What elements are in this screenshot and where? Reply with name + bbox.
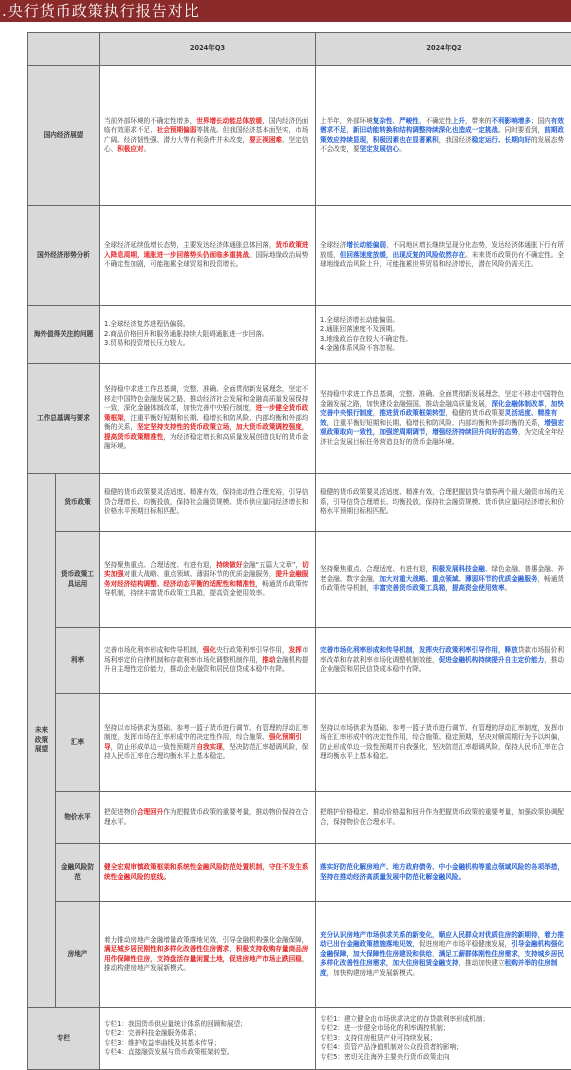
row-label: 工作总基调与要求 — [28, 364, 100, 474]
body-text: ，带来的 — [465, 117, 491, 125]
highlight-text: 健全宏观审慎政策框架和系统性金融风险防范处置机制，守住不发生系统性金融风险的底线。 — [104, 863, 308, 881]
highlight-text: 不利影响增多 — [491, 117, 531, 125]
body-text: ，坚决防范汇率超调风险，保持人民币汇率在合理均衡水平上基本稳定。 — [104, 743, 308, 761]
q2-cell — [316, 792, 571, 844]
highlight-text: 但回落速度放缓，出现反复的风险依然存在 — [340, 251, 465, 259]
row-foreign-analysis — [28, 206, 571, 306]
body-text: ，推动企业融资和居民信贷成本稳中有降。 — [320, 656, 564, 674]
body-text: ，推动构建房地产发展新模式。 — [104, 955, 308, 973]
highlight-text: 加大对重大战略、重点领域、薄弱环节的优质金融服务 — [379, 575, 537, 583]
row-label: 国外经济形势分析 — [28, 206, 100, 306]
body-text: 市场利率定价自律机制和存款利率市场化调整机制作用， — [104, 646, 308, 664]
q2-cell — [316, 364, 571, 474]
body-text: 。 — [399, 145, 406, 153]
body-text: ，为经济稳定增长和高质量发展创造良好的货币金融环境。 — [104, 433, 308, 451]
body-text: 、绿色金融、普惠金融、养老金融、数字金融， — [320, 565, 564, 583]
body-text: 稳健的货币政策要灵活适度、精准有效，保持流动性合理充裕，引导信贷合理增长、均衡投放，保持社会融资规模、货币供应量同经济增长和价格水平预期目标相匹配。 — [104, 488, 308, 515]
list-item: 专栏2：进一步健全市场化的利率调控机制； — [320, 1024, 568, 1034]
highlight-text: 稳定运行、长期向好 — [472, 136, 531, 144]
row-label: 物价水平 — [56, 792, 100, 844]
q3-cell — [100, 206, 316, 306]
q3-cell — [100, 902, 316, 1008]
col-header-q3: 2024年Q3 — [100, 33, 316, 66]
highlight-text: 社会预期偏弱 — [157, 126, 197, 134]
body-text: 把促进物价 — [104, 808, 137, 816]
body-text: 等挑战。但我国经济基本面坚实，市场广阔、经济韧性强、潜力大等有利条件并未改变， — [104, 126, 308, 144]
body-text: 坚持以市场供求为基础、参考一篮子货币进行调节、有管理的浮动汇率制度，发挥市场在汇率形成中的决定性作用，综合施策、 — [104, 724, 308, 742]
body-text: 的发展态势不会改变，要 — [320, 136, 564, 154]
list-item: 专栏1：建立健全由市场供求决定的存贷款利率形成机制； — [320, 1015, 568, 1025]
q3-cell — [100, 532, 316, 628]
list-item: 4.金融体系风险不容忽视。 — [320, 344, 568, 354]
body-text: 完善市场化利率形成和传导机制， — [104, 646, 203, 654]
row-work-tone — [28, 364, 571, 474]
body-text: ， — [544, 400, 551, 408]
row-interest-rate — [28, 628, 571, 694]
row-monetary-policy — [28, 474, 571, 532]
body-text: 坚持聚焦重点、合理适度、有进有退， — [104, 561, 216, 569]
highlight-text: 引导金融机构强化金融保障，加大保障性住房建设和供给 — [320, 940, 564, 958]
highlight-text: 充分认识房地产市场供求关系的新变化，顺应人民群众对优质住房的新期待，着力推动已出台金融政策措施落地见效 — [320, 931, 564, 949]
highlight-text: 世界增长动能总体放缓 — [196, 117, 262, 125]
highlight-text: 推动 — [262, 656, 275, 664]
highlight-text: 提升金融服务对经济结构调整、经济动态平衡的适配性和精准性 — [104, 570, 308, 588]
row-label: 利率 — [56, 628, 100, 694]
body-text: ，畅通货币政策传导机制， — [320, 575, 564, 593]
highlight-text: 强化 — [203, 646, 216, 654]
body-text: ，我国经济 — [439, 136, 472, 144]
highlight-text: 严峻性 — [399, 117, 419, 125]
body-text: 坚持聚焦重点、合理适度、有进有退， — [320, 565, 432, 573]
highlight-text: 复杂性 — [373, 117, 393, 125]
body-text: 。未来货币政策仍有不确定性。全球地缘政治风险上升，可能拖累世界贸易和经济增长，潜在风险仍需关注。 — [320, 251, 564, 269]
body-text: ，注重平衡好短期和长期、稳增长和防风险、内部均衡和外部均衡的关系， — [104, 414, 308, 432]
q3-cell — [100, 628, 316, 694]
highlight-text: 推进货币政策框架转型 — [379, 409, 445, 417]
highlight-text: 租购并举的住房制度 — [320, 959, 557, 977]
row-price-level — [28, 792, 571, 844]
group-label-future-outlook: 未来政策展望 — [28, 474, 56, 1008]
body-text: ，稳健的货币政策要 — [445, 409, 504, 417]
q2-cell — [316, 306, 571, 364]
row-policy-tools — [28, 532, 571, 628]
highlight-text: 强化预期引导 — [104, 733, 302, 751]
row-overseas-issues — [28, 306, 571, 364]
body-text: ，畅通货币政策传导机制，持续丰富货币政策工具箱，提高资金使用效率。 — [104, 580, 308, 598]
highlight-text: 满足城乡居民刚性和多样化改善性住房需求 — [104, 945, 229, 953]
row-label: 海外值得关注的问题 — [28, 306, 100, 364]
body-text: 上半年，外部环境 — [320, 117, 373, 125]
body-text: 金融机构提升自主理性定价能力，推动企业融资和居民信贷成本稳中有降。 — [104, 656, 308, 674]
list-item: 1.全球经济复苏进程仍偏弱。 — [104, 320, 311, 330]
highlight-text: 要正视困难 — [249, 136, 282, 144]
list-item: 专栏4：直接融资发展与货币政策框架转型。 — [104, 1048, 311, 1058]
highlight-text: 持续做好 — [216, 561, 242, 569]
row-label: 国内经济展望 — [28, 66, 100, 206]
body-text: 。国际地缘政治局势不确定性加剧，可能拖累全球贸易和投资增长。 — [104, 251, 308, 269]
row-columns — [28, 1008, 571, 1070]
body-text: 稳健的货币政策要灵活适度、精准有效，合理把握信贷与债券两个最大融资市场的关系，引导信贷合理增长、均衡投放，保持社会融资规模、货币供应量同经济增长和价格水平预期目标相匹配。 — [320, 488, 564, 515]
q2-cell — [316, 844, 571, 902]
body-text: ，推动加快建立 — [458, 959, 504, 967]
list-item: 专栏4：资管产品净值机制对公众投资者的影响； — [320, 1043, 568, 1053]
corner-cell — [28, 33, 100, 66]
highlight-text: 货币政策进入降息周期，通胀进一步回落势头仍面临多重挑战 — [104, 241, 308, 259]
highlight-text: 灵活适度、精准有效 — [320, 409, 557, 427]
body-text: 坚持以市场供求为基础、参考一篮子货币进行调节、有管理的浮动汇率制度，发挥市场在汇率形成中的决定性作用，综合施策、稳定预期，坚决对顺周期行为予以纠偏，防止形成单边一致性预期并自我强化，坚决防范汇率超调风险，保持人民币汇率在合理均衡水平上基本稳定。 — [320, 724, 564, 761]
highlight-text: 发挥 — [289, 646, 302, 654]
comparison-table — [27, 32, 571, 1070]
row-label: 专栏 — [28, 1008, 100, 1070]
highlight-text: 增长动能偏弱 — [346, 241, 386, 249]
row-label: 汇率 — [56, 694, 100, 792]
q3-cell — [100, 306, 316, 364]
body-text: ，促进房地产市场平稳健康发展， — [412, 940, 511, 948]
body-text: ，加快构建房地产发展新模式。 — [327, 969, 419, 977]
q3-cell — [100, 364, 316, 474]
list-item: 专栏3：支持住房租赁产业可持续发展； — [320, 1034, 568, 1044]
body-text: 作为把握货币政策的重要考量，推动物价保持在合理水平。 — [104, 808, 308, 826]
row-label: 房地产 — [56, 902, 100, 1008]
q2-cell — [316, 66, 571, 206]
body-text: 贷款市场报价利率改革和存款利率市场化调整机制效能， — [320, 646, 564, 664]
q3-cell — [100, 694, 316, 792]
body-text: ；国内 — [531, 117, 551, 125]
highlight-text: 深化金融体制改革 — [491, 400, 544, 408]
row-exchange-rate — [28, 694, 571, 792]
highlight-text: 切实加强 — [104, 561, 309, 579]
body-text: ，国内经济仍面临有效需求不足、 — [104, 117, 308, 135]
q2-cell — [316, 206, 571, 306]
header-row — [28, 33, 571, 66]
list-item: 1.全球经济增长动能偏弱。 — [320, 316, 568, 326]
q3-cell — [100, 792, 316, 844]
q2-cell — [316, 902, 571, 1008]
col-header-q2: 2024年Q2 — [316, 33, 571, 66]
q3-cell — [100, 66, 316, 206]
body-text: 、坚定信心、 — [104, 136, 308, 154]
body-text: 。 — [505, 584, 512, 592]
highlight-text: 上升 — [452, 117, 465, 125]
page-title: .央行货币政策执行报告对比 — [2, 1, 200, 21]
body-text: 把维护价格稳定、推动价格温和回升作为把握货币政策的重要考量，加强政策协调配合，保持物价在合理水平。 — [320, 808, 564, 826]
highlight-text: 增强宏观政策取向一致性，加强逆周期调节，增强经济持续回升向好的态势 — [320, 419, 564, 437]
body-text: ，防止形成单边一致性预期并 — [111, 743, 197, 751]
body-text: ，为完成全年经济社会发展目标任务营造良好的货币金融环境。 — [320, 428, 564, 446]
q2-cell — [316, 628, 571, 694]
highlight-text: 前期政策效应持续显现，积极因素也在显著累积 — [320, 126, 564, 144]
q3-cell — [100, 474, 316, 532]
list-item: 2.通胀回落速度不及预期。 — [320, 325, 568, 335]
body-text: 坚持稳中求进工作总基调，完整、准确、全面贯彻新发展理念，坚定不移走中国特色金融发展之路，加快建设金融强国，推动金融高质量发展， — [320, 390, 564, 408]
body-text: 着力推动房地产金融增量政策落地见效，引导金融机构强化金融保障， — [104, 936, 308, 944]
highlight-text: 加快完善中央银行制度 — [320, 400, 564, 418]
highlight-text: 落实好防范化解房地产、地方政府债务、中小金融机构等重点领域风险的各项举措，坚持在推动经济高质量发展中防范化解金融风险。 — [320, 863, 564, 881]
body-text: 坚持稳中求进工作总基调，完整、准确、全面贯彻新发展理念，坚定不移走中国特色金融发展之路，推动经济社会发展和金融高质量发展保持一致，深化金融体制改革，加快完善中央银行制度， — [104, 385, 308, 412]
list-item: 3.贸易和投资增长压力较大。 — [104, 339, 311, 349]
list-item: 专栏2：完善科技金融服务体系； — [104, 1029, 311, 1039]
q2-cell — [316, 532, 571, 628]
highlight-text: 促进金融机构持续提升自主定价能力 — [439, 656, 545, 664]
list-item: 2.商品价格回升和服务通胀持续大阻碍通胀进一步回落。 — [104, 330, 311, 340]
body-text: 央行政策利率引导作用， — [216, 646, 289, 654]
list-item: 专栏1：我国货币供应量统计体系的回顾和展望； — [104, 1020, 311, 1030]
q2-cell — [316, 694, 571, 792]
body-text: 当前外部环境的不确定性增多， — [104, 117, 196, 125]
body-text: ， — [346, 126, 353, 134]
body-text: ，不同地区增长继续呈现分化态势，发达经济体通胀下行有所放缓， — [320, 241, 564, 259]
highlight-text: 有效需求不足 — [320, 117, 564, 135]
body-text: 全球经济 — [320, 241, 346, 249]
row-financial-risk — [28, 844, 571, 902]
row-label: 货币政策工具运用 — [56, 532, 100, 628]
highlight-text: 完善市场化利率形成和传导机制，发挥央行政策利率引导作用，释放 — [320, 646, 518, 654]
highlight-text: 积极应对 — [117, 145, 143, 153]
row-label: 金融风险防范 — [56, 844, 100, 902]
body-text: 。同时要看到， — [498, 126, 544, 134]
list-item: 专栏5：密切关注海外主要央行货币政策走向 — [320, 1053, 568, 1063]
highlight-text: 自我实现 — [196, 743, 222, 751]
body-text: ， — [229, 945, 236, 953]
body-text: 。 — [144, 145, 151, 153]
body-text: ， — [373, 409, 380, 417]
q2-cell — [316, 1008, 571, 1070]
q3-cell — [100, 844, 316, 902]
body-text: 金融“五篇大文章”， — [242, 561, 302, 569]
q2-cell — [316, 474, 571, 532]
list-item: 3.地缘政治存在较大不确定性。 — [320, 335, 568, 345]
highlight-text: 进一步健全货币政策框架 — [104, 404, 308, 422]
highlight-text: 积极发展科技金融 — [432, 565, 485, 573]
body-text: ， — [432, 950, 439, 958]
highlight-text: 丰富完善货币政策工具箱，提高资金使用效率 — [373, 584, 505, 592]
row-domestic-outlook — [28, 66, 571, 206]
body-text: ，注重平衡好短期和长期、稳增长和防风险、内部均衡和外部均衡的关系， — [327, 419, 545, 427]
row-real-estate — [28, 902, 571, 1008]
body-text: 、不确定性 — [419, 117, 452, 125]
highlight-text: 积极支持收购存量商品房用作保障性住房，支持盘活存量闲置土地，促进房地产市场止跌回稳 — [104, 945, 308, 963]
body-text: 全球经济延续低增长态势，主要发达经济体通胀总体回落， — [104, 241, 275, 249]
highlight-text: 满足工薪群体刚性住房需求，支持城乡居民多样化改善性住房需求，加大住房租赁金融支持 — [320, 950, 564, 968]
highlight-text: 坚定发展信心 — [360, 145, 400, 153]
body-text: 对重大战略、重点领域、薄弱环节的优质金融服务， — [124, 570, 276, 578]
row-label: 货币政策 — [56, 474, 100, 532]
highlight-text: 坚定坚持支持性的货币政策立场，加大货币政策调控强度，提高货币政策精准性 — [104, 423, 308, 441]
title-bar — [0, 0, 571, 22]
body-text: 、 — [393, 117, 400, 125]
highlight-text: 合理回升 — [137, 808, 163, 816]
highlight-text: 新旧动能转换和结构调整持续深化也造成一定挑战 — [353, 126, 498, 134]
list-item: 专栏3：维护收益率曲线及其基本传导； — [104, 1039, 311, 1049]
q3-cell — [100, 1008, 316, 1070]
